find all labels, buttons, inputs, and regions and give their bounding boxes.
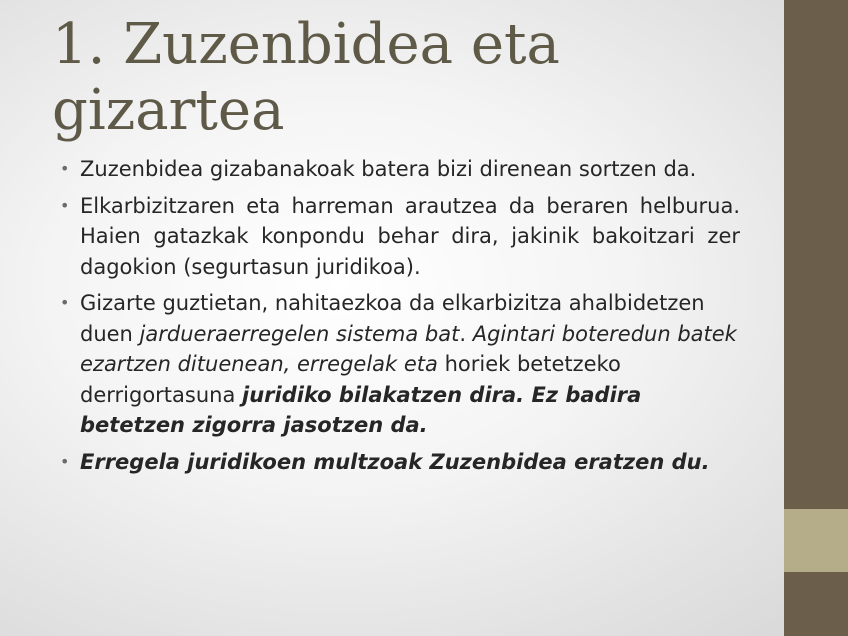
bullet-list (60, 154, 740, 483)
bullet-icon: • (60, 159, 70, 178)
bullet-text-bold-italic: juridiko bilakatzen dira. Ez badira betetzen zigorra jasotzen da. (80, 382, 642, 437)
decorative-side-accent (784, 509, 848, 572)
list-item (60, 191, 740, 283)
bullet-icon: • (60, 451, 70, 471)
bullet-text: Gizarte guztietan, nahitaezkoa da elkarbizitza ahalbidetzen duen (80, 291, 705, 346)
bullet-icon: • (60, 293, 70, 312)
bullet-icon: • (60, 195, 70, 215)
slide-title: 1. Zuzenbidea eta gizartea (52, 12, 560, 143)
list-item (60, 154, 740, 185)
list-item (60, 447, 740, 478)
bullet-text-bold-italic: Erregela juridikoen multzoak Zuzenbidea eratzen du. (80, 449, 710, 474)
bullet-text: Zuzenbidea gizabanakoak batera bizi direnean sortzen da. (80, 157, 697, 181)
bullet-text-italic: Agintari boteredun batek ezartzen dituenean, erregelak eta (80, 321, 737, 376)
bullet-text: . (459, 321, 473, 346)
bullet-text-italic: jardueraerregelen sistema bat (139, 321, 460, 346)
list-item (60, 288, 740, 441)
bullet-text: Elkarbizitzaren eta harreman arautzea da beraren helburua. Haien gatazkak konpondu behar dira, jakinik bakoitzari zer dagokion (segurtasun juridikoa). (80, 193, 740, 279)
bullet-text: horiek betetzeko derrigortasuna (80, 352, 621, 407)
